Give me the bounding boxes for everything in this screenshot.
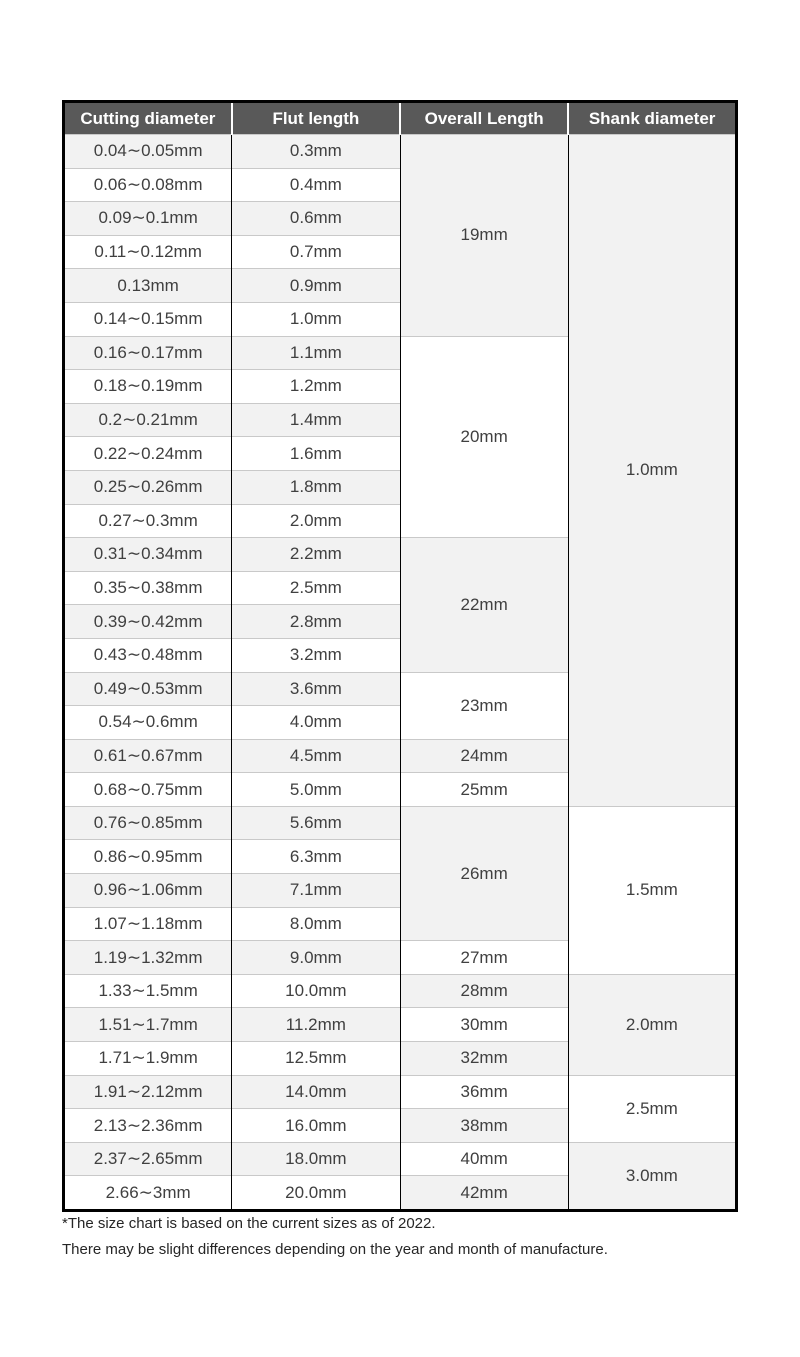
flut-length-cell: 5.6mm	[232, 806, 400, 840]
overall-length-cell: 27mm	[400, 941, 568, 975]
flut-length-cell: 7.1mm	[232, 874, 400, 908]
header-flut-length: Flut length	[232, 102, 400, 135]
header-shank-diameter: Shank diameter	[568, 102, 736, 135]
shank-diameter-cell: 2.5mm	[568, 1075, 736, 1142]
size-chart-table	[62, 100, 738, 1212]
cutting-diameter-cell: 0.22∼0.24mm	[64, 437, 232, 471]
overall-length-cell: 19mm	[400, 135, 568, 337]
overall-length-cell: 36mm	[400, 1075, 568, 1109]
cutting-diameter-cell: 0.04∼0.05mm	[64, 135, 232, 169]
footnote-line-2: There may be slight differences depending on the year and month of manufacture.	[62, 1241, 608, 1258]
shank-diameter-cell: 1.0mm	[568, 135, 736, 807]
flut-length-cell: 2.0mm	[232, 504, 400, 538]
flut-length-cell: 1.0mm	[232, 302, 400, 336]
cutting-diameter-cell: 0.68∼0.75mm	[64, 773, 232, 807]
cutting-diameter-cell: 0.06∼0.08mm	[64, 168, 232, 202]
cutting-diameter-cell: 0.86∼0.95mm	[64, 840, 232, 874]
overall-length-cell: 32mm	[400, 1042, 568, 1076]
cutting-diameter-cell: 1.71∼1.9mm	[64, 1042, 232, 1076]
flut-length-cell: 0.4mm	[232, 168, 400, 202]
overall-length-cell: 42mm	[400, 1176, 568, 1211]
overall-length-cell: 28mm	[400, 974, 568, 1008]
cutting-diameter-cell: 2.13∼2.36mm	[64, 1109, 232, 1143]
flut-length-cell: 1.1mm	[232, 336, 400, 370]
flut-length-cell: 16.0mm	[232, 1109, 400, 1143]
cutting-diameter-cell: 0.35∼0.38mm	[64, 571, 232, 605]
flut-length-cell: 3.2mm	[232, 638, 400, 672]
flut-length-cell: 8.0mm	[232, 907, 400, 941]
flut-length-cell: 2.5mm	[232, 571, 400, 605]
flut-length-cell: 9.0mm	[232, 941, 400, 975]
flut-length-cell: 1.4mm	[232, 403, 400, 437]
cutting-diameter-cell: 0.09∼0.1mm	[64, 202, 232, 236]
cutting-diameter-cell: 0.2∼0.21mm	[64, 403, 232, 437]
flut-length-cell: 1.2mm	[232, 370, 400, 404]
flut-length-cell: 1.8mm	[232, 470, 400, 504]
cutting-diameter-cell: 0.76∼0.85mm	[64, 806, 232, 840]
shank-diameter-cell: 2.0mm	[568, 974, 736, 1075]
flut-length-cell: 4.5mm	[232, 739, 400, 773]
header-overall-length: Overall Length	[400, 102, 568, 135]
cutting-diameter-cell: 0.49∼0.53mm	[64, 672, 232, 706]
cutting-diameter-cell: 2.37∼2.65mm	[64, 1142, 232, 1176]
footnote-line-1: *The size chart is based on the current sizes as of 2022.	[62, 1215, 436, 1232]
overall-length-cell: 30mm	[400, 1008, 568, 1042]
cutting-diameter-cell: 0.27∼0.3mm	[64, 504, 232, 538]
flut-length-cell: 5.0mm	[232, 773, 400, 807]
cutting-diameter-cell: 0.31∼0.34mm	[64, 538, 232, 572]
table-row	[64, 974, 737, 1008]
overall-length-cell: 20mm	[400, 336, 568, 538]
cutting-diameter-cell: 1.07∼1.18mm	[64, 907, 232, 941]
cutting-diameter-cell: 0.11∼0.12mm	[64, 235, 232, 269]
cutting-diameter-cell: 2.66∼3mm	[64, 1176, 232, 1211]
overall-length-cell: 22mm	[400, 538, 568, 672]
cutting-diameter-cell: 1.33∼1.5mm	[64, 974, 232, 1008]
header-cutting-diameter: Cutting diameter	[64, 102, 232, 135]
cutting-diameter-cell: 0.39∼0.42mm	[64, 605, 232, 639]
cutting-diameter-cell: 1.19∼1.32mm	[64, 941, 232, 975]
overall-length-cell: 38mm	[400, 1109, 568, 1143]
flut-length-cell: 11.2mm	[232, 1008, 400, 1042]
table-header	[64, 102, 737, 135]
overall-length-cell: 25mm	[400, 773, 568, 807]
table-row	[64, 135, 737, 169]
flut-length-cell: 18.0mm	[232, 1142, 400, 1176]
cutting-diameter-cell: 1.91∼2.12mm	[64, 1075, 232, 1109]
flut-length-cell: 1.6mm	[232, 437, 400, 471]
flut-length-cell: 0.3mm	[232, 135, 400, 169]
cutting-diameter-cell: 0.14∼0.15mm	[64, 302, 232, 336]
flut-length-cell: 0.7mm	[232, 235, 400, 269]
table-row	[64, 806, 737, 840]
cutting-diameter-cell: 0.18∼0.19mm	[64, 370, 232, 404]
footnote	[62, 1211, 608, 1263]
cutting-diameter-cell: 0.16∼0.17mm	[64, 336, 232, 370]
cutting-diameter-cell: 0.96∼1.06mm	[64, 874, 232, 908]
shank-diameter-cell: 3.0mm	[568, 1142, 736, 1210]
flut-length-cell: 2.8mm	[232, 605, 400, 639]
cutting-diameter-cell: 0.13mm	[64, 269, 232, 303]
cutting-diameter-cell: 0.25∼0.26mm	[64, 470, 232, 504]
flut-length-cell: 10.0mm	[232, 974, 400, 1008]
cutting-diameter-cell: 0.61∼0.67mm	[64, 739, 232, 773]
size-table-body	[64, 135, 737, 1211]
flut-length-cell: 3.6mm	[232, 672, 400, 706]
cutting-diameter-cell: 0.43∼0.48mm	[64, 638, 232, 672]
table-row	[64, 1075, 737, 1109]
flut-length-cell: 4.0mm	[232, 706, 400, 740]
overall-length-cell: 26mm	[400, 806, 568, 940]
shank-diameter-cell: 1.5mm	[568, 806, 736, 974]
flut-length-cell: 12.5mm	[232, 1042, 400, 1076]
flut-length-cell: 0.9mm	[232, 269, 400, 303]
table-row	[64, 1142, 737, 1176]
cutting-diameter-cell: 1.51∼1.7mm	[64, 1008, 232, 1042]
cutting-diameter-cell: 0.54∼0.6mm	[64, 706, 232, 740]
flut-length-cell: 14.0mm	[232, 1075, 400, 1109]
flut-length-cell: 2.2mm	[232, 538, 400, 572]
flut-length-cell: 6.3mm	[232, 840, 400, 874]
flut-length-cell: 20.0mm	[232, 1176, 400, 1211]
flut-length-cell: 0.6mm	[232, 202, 400, 236]
overall-length-cell: 24mm	[400, 739, 568, 773]
overall-length-cell: 40mm	[400, 1142, 568, 1176]
size-chart	[62, 100, 738, 1212]
overall-length-cell: 23mm	[400, 672, 568, 739]
